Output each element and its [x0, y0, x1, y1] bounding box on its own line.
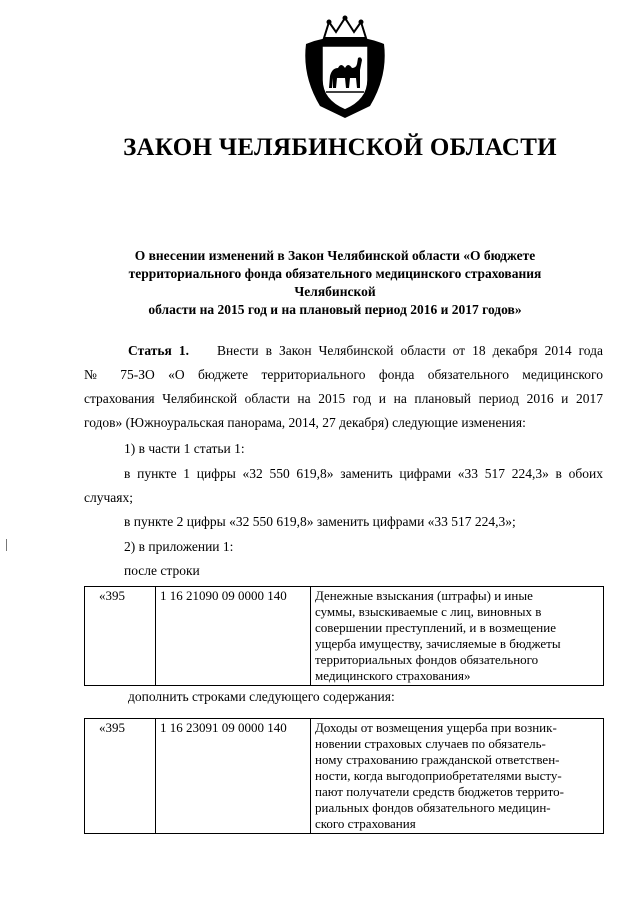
kbk-cell: 1 16 21090 09 0000 140	[156, 587, 311, 686]
description-line: новении страховых случаев по обязатель-	[315, 736, 546, 751]
description-line: медицинского страхования»	[315, 668, 471, 683]
description-line: Денежные взыскания (штрафы) и иные	[315, 588, 533, 603]
article-label: Статья 1.	[128, 343, 189, 358]
description-line: Доходы от возмещения ущерба при возник-	[315, 720, 557, 735]
item-1: 1) в части 1 статьи 1:	[124, 441, 245, 456]
article-intro: Внести в Закон Челябинской области от 18 декабря 2014 года	[216, 343, 604, 358]
table-row	[85, 587, 604, 686]
description-line: территориальных фондов обязательного	[315, 652, 539, 667]
item-1-clause-b: в пункте 2 цифры «32 550 619,8» заменить цифрами «33 517 224,3»;	[124, 514, 516, 529]
description-line: совершении преступлений, и в возмещение	[315, 620, 556, 635]
description-line: риальных фондов обязательного медицин-	[315, 800, 551, 815]
description-cell	[311, 587, 604, 686]
law-subtitle	[90, 247, 580, 319]
item-1-clause-a: в пункте 1 цифры «32 550 619,8» заменить цифрами «33 517 224,3» в обоих	[124, 466, 603, 481]
code-cell: «395	[85, 719, 156, 834]
description-line: суммы, взыскиваемые с лиц, виновных в	[315, 604, 542, 619]
description-line: ского страхования	[315, 816, 416, 831]
article-line: № 75-ЗО «О бюджете территориального фонда обязательного медицинского	[84, 367, 603, 382]
coat-of-arms-emblem	[296, 14, 394, 120]
article-line: страхования Челябинской области на 2015 год и на плановый период 2016 и 2017	[84, 391, 603, 406]
scan-margin-mark	[6, 539, 7, 551]
subtitle-line: О внесении изменений в Закон Челябинской области «О бюджете	[134, 248, 536, 263]
article-line: годов» (Южноуральская панорама, 2014, 27 декабря) следующие изменения:	[84, 415, 526, 430]
table-existing-row	[84, 586, 604, 686]
article-first-line	[128, 342, 603, 359]
after-row-text: после строки	[124, 563, 200, 578]
description-line: ности, когда выгодоприобретателями высту-	[315, 768, 562, 783]
add-rows-text: дополнить строками следующего содержания:	[128, 689, 395, 704]
document-title: ЗАКОН ЧЕЛЯБИНСКОЙ ОБЛАСТИ	[123, 134, 557, 161]
subtitle-line: области на 2015 год и на плановый период 2016 и 2017 годов»	[148, 302, 522, 317]
description-line: ному страхованию гражданской ответствен-	[315, 752, 560, 767]
description-line: пают получатели средств бюджетов террито-	[315, 784, 564, 799]
subtitle-line: территориального фонда обязательного медицинского страхования Челябинской	[128, 266, 542, 299]
code-cell: «395	[85, 587, 156, 686]
description-line: ущерба имуществу, зачисляемые в бюджеты	[315, 636, 561, 651]
item-1-clause-a-cont: случаях;	[84, 490, 133, 505]
table-row	[85, 719, 604, 834]
table-new-row	[84, 718, 604, 834]
description-cell	[311, 719, 604, 834]
kbk-cell: 1 16 23091 09 0000 140	[156, 719, 311, 834]
item-2: 2) в приложении 1:	[124, 539, 234, 554]
